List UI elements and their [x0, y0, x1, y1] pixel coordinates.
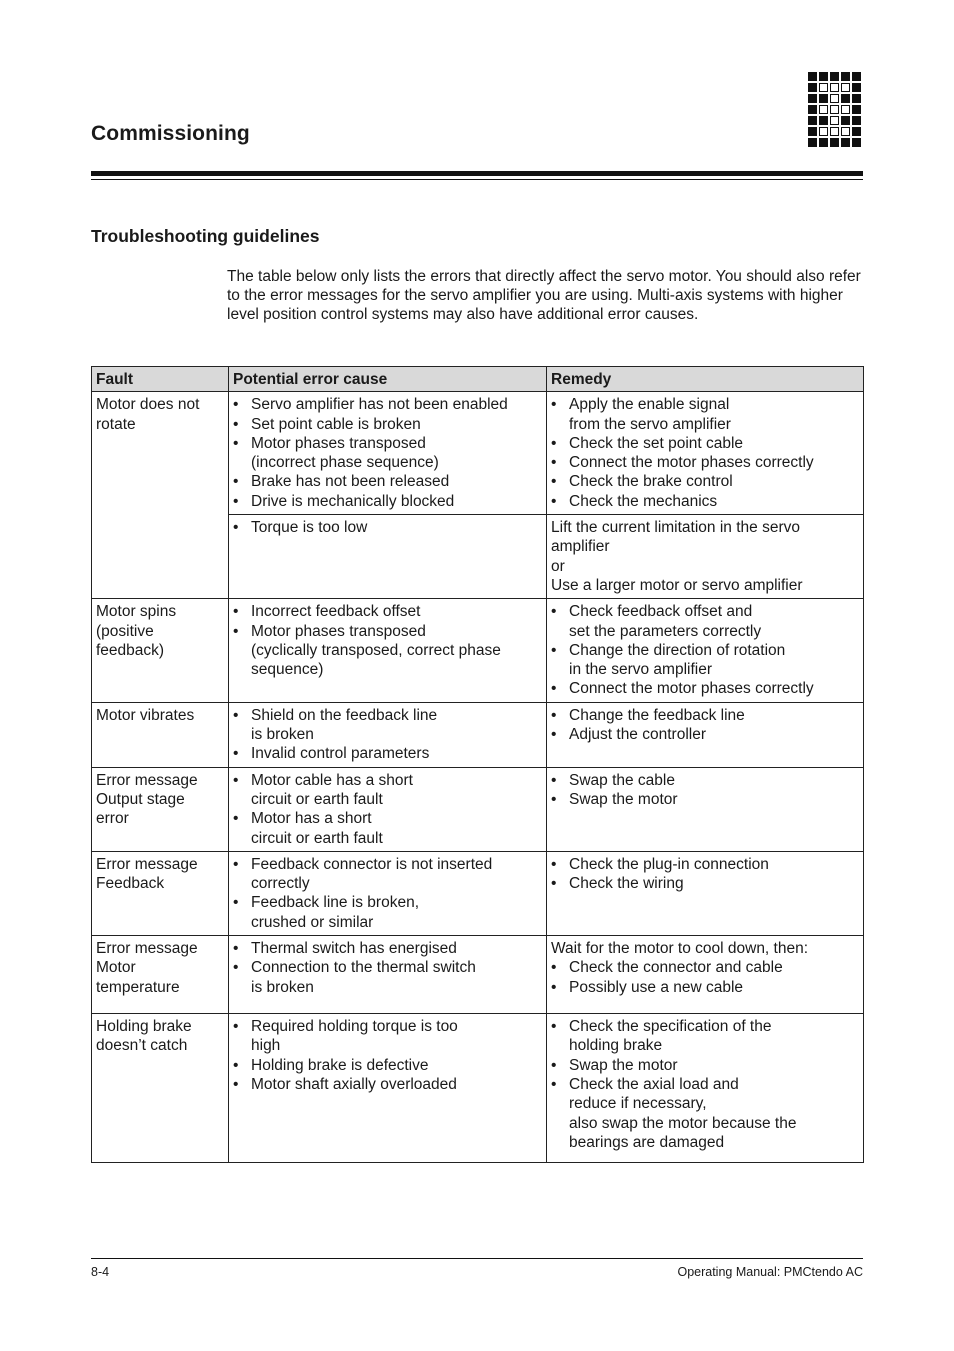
cause-cell	[229, 599, 547, 702]
text-line: Connection to the thermal switch	[251, 959, 476, 977]
logo-square-outline	[841, 127, 850, 136]
text-line: Adjust the controller	[569, 726, 706, 744]
text-line: Feedback	[96, 875, 165, 893]
logo-square-filled	[819, 72, 828, 81]
list-item	[233, 472, 542, 491]
remedy-cell	[547, 936, 864, 1014]
section-title: Troubleshooting guidelines	[91, 226, 320, 246]
text-line: Check the brake control	[569, 473, 733, 491]
text-line: (cyclically transposed, correct phase sequence)	[251, 641, 501, 679]
header-remedy: Remedy	[547, 367, 864, 392]
list-item	[233, 893, 542, 932]
list-item	[233, 1075, 542, 1094]
fault-cell	[92, 767, 229, 851]
remedy-list	[551, 958, 859, 997]
text-line: Check the wiring	[569, 875, 684, 893]
text-line: Holding brake	[96, 1018, 192, 1036]
text-line: is broken	[251, 726, 314, 744]
list-item	[551, 492, 859, 511]
logo-square-filled	[808, 83, 817, 92]
footer-rule	[91, 1258, 863, 1259]
remedy-list	[551, 706, 859, 745]
logo-square-filled	[808, 116, 817, 125]
cause-list	[233, 706, 542, 764]
page-title: Commissioning	[91, 122, 250, 145]
logo-square-filled	[852, 94, 861, 103]
cause-cell	[229, 392, 547, 515]
logo-square-outline	[841, 83, 850, 92]
cause-cell	[229, 515, 547, 599]
cause-cell	[229, 702, 547, 767]
list-item	[233, 809, 542, 848]
logo-square-outline	[819, 127, 828, 136]
list-item	[233, 1056, 542, 1075]
text-line: from the servo amplifier	[569, 415, 731, 433]
text-line: set the parameters correctly	[569, 622, 762, 640]
text-line: Check the axial load and	[569, 1075, 739, 1093]
fault-cell	[92, 599, 229, 702]
list-item	[551, 874, 859, 893]
header-fault: Fault	[92, 367, 229, 392]
text-line: Brake has not been released	[251, 473, 450, 491]
text-line: Check the specification of the	[569, 1018, 772, 1036]
logo-square-filled	[852, 83, 861, 92]
remedy-cell	[547, 767, 864, 851]
fault-cell	[92, 1014, 229, 1163]
text-line: Servo amplifier has not been enabled	[251, 396, 508, 414]
logo-square-outline	[830, 83, 839, 92]
text-line: circuit or earth fault	[251, 790, 383, 808]
text-line: Check the plug-in connection	[569, 855, 769, 873]
logo-square-filled	[819, 116, 828, 125]
list-item	[233, 1017, 542, 1056]
cause-list	[233, 395, 542, 511]
logo-square-outline	[830, 94, 839, 103]
fault-cell	[92, 702, 229, 767]
logo-square-filled	[841, 94, 850, 103]
list-item	[551, 434, 859, 453]
text-line: Error message	[96, 771, 198, 789]
text-line: (incorrect phase sequence)	[251, 454, 439, 472]
table-row	[92, 1014, 864, 1163]
list-item	[233, 939, 542, 958]
text-line: Output stage	[96, 790, 185, 808]
logo-square-filled	[808, 94, 817, 103]
remedy-cell	[547, 1014, 864, 1163]
text-line: Check the mechanics	[569, 492, 718, 510]
text-line: Incorrect feedback offset	[251, 603, 421, 621]
list-item	[233, 492, 542, 511]
cause-cell	[229, 1014, 547, 1163]
text-line: Motor phases transposed	[251, 622, 426, 640]
text-line: (positive	[96, 622, 154, 640]
text-line: Check the connector and cable	[569, 959, 783, 977]
text-line: Motor vibrates	[96, 706, 195, 724]
text-line: Swap the cable	[569, 771, 675, 789]
logo-square-outline	[830, 116, 839, 125]
text-line: Invalid control parameters	[251, 745, 430, 763]
table-row	[92, 392, 864, 515]
remedy-text	[551, 518, 859, 595]
logo-square-filled	[841, 138, 850, 147]
remedy-cell	[547, 851, 864, 935]
list-item	[551, 641, 859, 680]
remedy-cell	[547, 702, 864, 767]
text-line: Connect the motor phases correctly	[569, 454, 814, 472]
list-item	[551, 771, 859, 790]
cause-list	[233, 602, 542, 679]
text-line: in the servo amplifier	[569, 661, 713, 679]
logo-square-filled	[852, 127, 861, 136]
table-row	[92, 851, 864, 935]
fault-cell	[92, 851, 229, 935]
text-line: Motor cable has a short	[251, 771, 413, 789]
logo-square-filled	[808, 105, 817, 114]
header-cause: Potential error cause	[229, 367, 547, 392]
text-line: Error message	[96, 855, 198, 873]
text-line: holding brake	[569, 1037, 663, 1055]
header-rule-thin	[91, 179, 863, 180]
logo-square-filled	[852, 105, 861, 114]
text-line: Change the feedback line	[569, 706, 745, 724]
troubleshooting-table	[91, 366, 864, 1163]
logo-square-filled	[841, 116, 850, 125]
text-line: Check the set point cable	[569, 434, 744, 452]
list-item	[233, 958, 542, 997]
text-line: Motor has a short	[251, 810, 372, 828]
company-logo	[808, 72, 864, 148]
list-item	[551, 453, 859, 472]
logo-square-filled	[841, 72, 850, 81]
remedy-list	[551, 771, 859, 810]
logo-square-outline	[830, 105, 839, 114]
remedy-cell	[547, 515, 864, 599]
text-line: crushed or similar	[251, 913, 374, 931]
text-line: or	[551, 557, 565, 575]
text-line: Swap the motor	[569, 790, 678, 808]
list-item	[551, 602, 859, 641]
header-rule-thick	[91, 171, 863, 176]
text-line: Change the direction of rotation	[569, 641, 786, 659]
table-row	[92, 702, 864, 767]
text-line: Apply the enable signal	[569, 396, 730, 414]
list-item	[551, 395, 859, 434]
list-item	[551, 1075, 859, 1152]
list-item	[233, 602, 542, 621]
page-number: 8-4	[91, 1265, 110, 1279]
text-line: Feedback line is broken,	[251, 894, 420, 912]
list-item	[233, 771, 542, 810]
list-item	[233, 518, 542, 537]
text-line: Motor phases transposed	[251, 434, 426, 452]
text-line: Motor spins	[96, 603, 177, 621]
list-item	[551, 679, 859, 698]
cause-list	[233, 771, 542, 848]
text-line: is broken	[251, 978, 314, 996]
logo-square-filled	[852, 72, 861, 81]
remedy-list	[551, 1017, 859, 1152]
remedy-cell	[547, 392, 864, 515]
list-item	[233, 706, 542, 745]
list-item	[551, 725, 859, 744]
text-line: circuit or earth fault	[251, 829, 383, 847]
list-item	[551, 958, 859, 977]
remedy-list	[551, 602, 859, 698]
logo-square-filled	[852, 138, 861, 147]
fault-cell	[92, 392, 229, 599]
logo-square-outline	[819, 83, 828, 92]
logo-square-filled	[808, 127, 817, 136]
text-line: Feedback connector is not inserted correctly	[251, 855, 493, 893]
document-title: Operating Manual: PMCtendo AC	[677, 1265, 863, 1279]
list-item	[233, 622, 542, 680]
text-line: error	[96, 810, 129, 828]
list-item	[551, 706, 859, 725]
cause-list	[233, 518, 542, 537]
logo-square-filled	[830, 72, 839, 81]
remedy-intro: Wait for the motor to cool down, then:	[551, 940, 809, 958]
list-item	[551, 978, 859, 997]
logo-square-filled	[819, 138, 828, 147]
table-header-row	[92, 367, 864, 392]
list-item	[551, 1017, 859, 1056]
text-line: Use a larger motor or servo amplifier	[551, 576, 803, 594]
logo-square-outline	[841, 105, 850, 114]
logo-square-filled	[830, 138, 839, 147]
text-line: also swap the motor because the bearings are damaged	[569, 1114, 797, 1151]
logo-square-outline	[830, 127, 839, 136]
list-item	[551, 855, 859, 874]
list-item	[233, 744, 542, 763]
fault-cell	[92, 936, 229, 1014]
text-line: Swap the motor	[569, 1056, 678, 1074]
cause-cell	[229, 767, 547, 851]
cause-cell	[229, 851, 547, 935]
text-line: Possibly use a new cable	[569, 978, 744, 996]
cause-list	[233, 855, 542, 932]
text-line: Lift the current limitation in the servo amplifier	[551, 519, 800, 556]
list-item	[551, 472, 859, 491]
list-item	[233, 855, 542, 894]
table-row	[92, 936, 864, 1014]
text-line: Error message	[96, 940, 198, 958]
text-line: reduce if necessary,	[569, 1095, 707, 1113]
remedy-list	[551, 395, 859, 511]
cause-list	[233, 939, 542, 997]
text-line: doesn’t catch	[96, 1037, 188, 1055]
text-line: Connect the motor phases correctly	[569, 680, 814, 698]
logo-square-filled	[819, 94, 828, 103]
logo-square-filled	[808, 138, 817, 147]
remedy-list	[551, 855, 859, 894]
text-line: feedback)	[96, 641, 165, 659]
text-line: Drive is mechanically blocked	[251, 492, 455, 510]
list-item	[233, 395, 542, 414]
text-line: Thermal switch has energised	[251, 940, 457, 958]
text-line: Set point cable is broken	[251, 415, 421, 433]
text-line: Shield on the feedback line	[251, 706, 438, 724]
intro-paragraph: The table below only lists the errors that directly affect the servo motor. You should also refer to the error messages for the servo amplifier you are using. Multi-axis systems with higher level position control systems may also have additional error causes.	[227, 268, 861, 323]
logo-square-filled	[852, 116, 861, 125]
logo-square-outline	[819, 105, 828, 114]
table-row	[92, 599, 864, 702]
list-item	[233, 434, 542, 473]
table-body	[92, 392, 864, 1163]
logo-square-filled	[808, 72, 817, 81]
text-line: Motor shaft axially overloaded	[251, 1075, 457, 1093]
text-line: Torque is too low	[251, 519, 368, 537]
list-item	[551, 790, 859, 809]
list-item	[551, 1056, 859, 1075]
remedy-cell	[547, 599, 864, 702]
table-row	[92, 767, 864, 851]
cause-cell	[229, 936, 547, 1014]
text-line: Holding brake is defective	[251, 1056, 429, 1074]
text-line: high	[251, 1037, 281, 1055]
text-line: temperature	[96, 978, 180, 996]
list-item	[233, 415, 542, 434]
text-line: Motor does not rotate	[96, 396, 200, 433]
text-line: Motor	[96, 959, 136, 977]
cause-list	[233, 1017, 542, 1094]
text-line: Required holding torque is too	[251, 1018, 458, 1036]
text-line: Check feedback offset and	[569, 603, 753, 621]
